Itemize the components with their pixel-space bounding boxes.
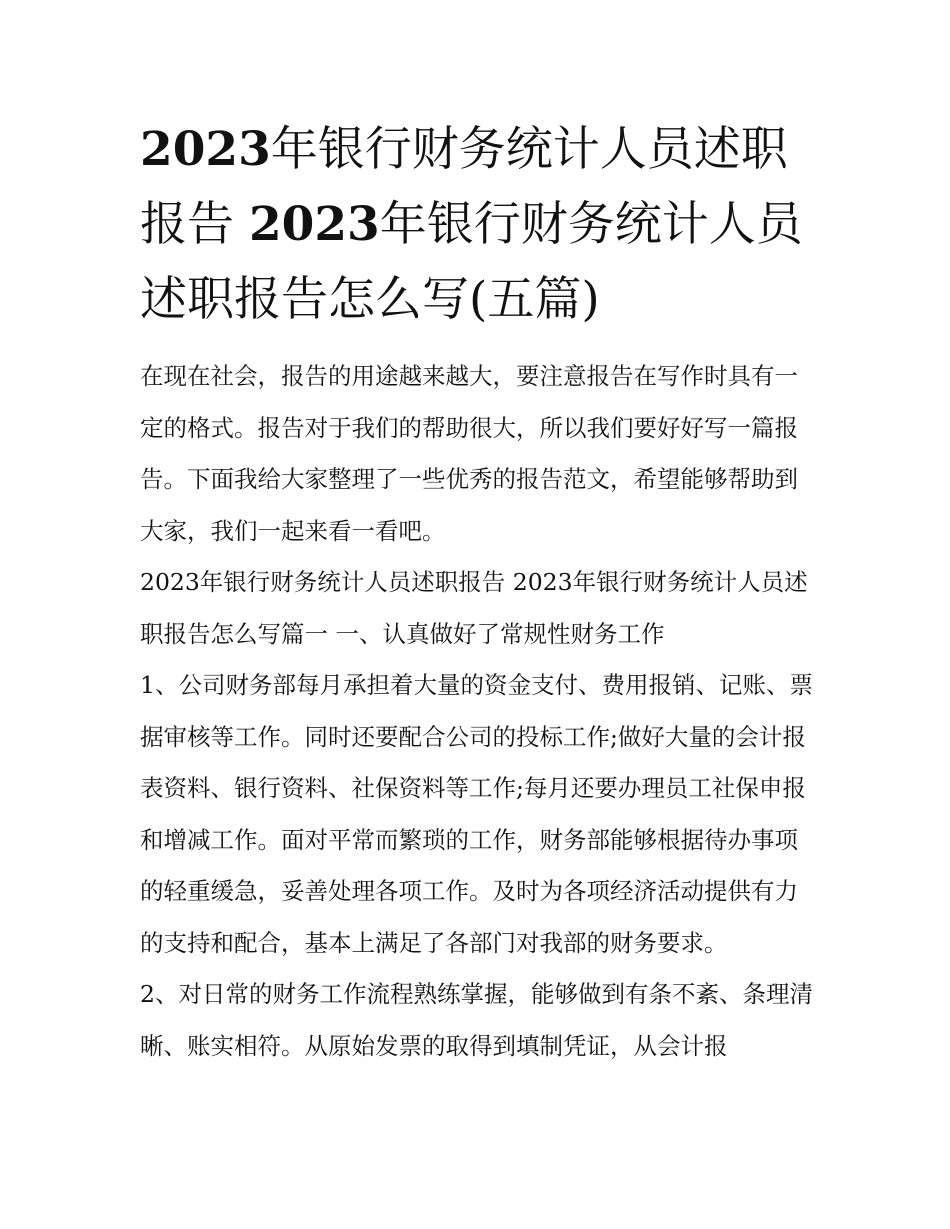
document-body: [140, 351, 815, 1072]
paragraph-heading: 2023年银行财务统计人员述职报告 2023年银行财务统计人员述职报告怎么写篇一 一、认真做好了常规性财务工作: [140, 568, 808, 648]
document-content: [140, 112, 815, 1072]
paragraph-item-2: 2、对日常的财务工作流程熟练掌握，能够做到有条不紊、条理清晰、账实相符。从原始发票的取得到填制凭证，从会计报: [140, 980, 813, 1060]
paragraph-item-1: 1、公司财务部每月承担着大量的资金支付、费用报销、记账、票据审核等工作。同时还要配合公司的投标工作;做好大量的会计报表资料、银行资料、社保资料等工作;每月还要办理员工社保申报和增减工作。面对平常而繁琐的工作，财务部能够根据待办事项的轻重缓急，妥善处理各项工作。及时为各项经济活动提供有力的支持和配合，基本上满足了各部门对我部的财务要求。: [140, 671, 813, 957]
paragraph-intro: 在现在社会，报告的用途越来越大，要注意报告在写作时具有一定的格式。报告对于我们的帮助很大，所以我们要好好写一篇报告。下面我给大家整理了一些优秀的报告范文，希望能够帮助到大家，我们一起来看一看吧。: [140, 362, 798, 545]
document-title: 2023年银行财务统计人员述职报告 2023年银行财务统计人员述职报告怎么写(五篇): [140, 122, 803, 327]
